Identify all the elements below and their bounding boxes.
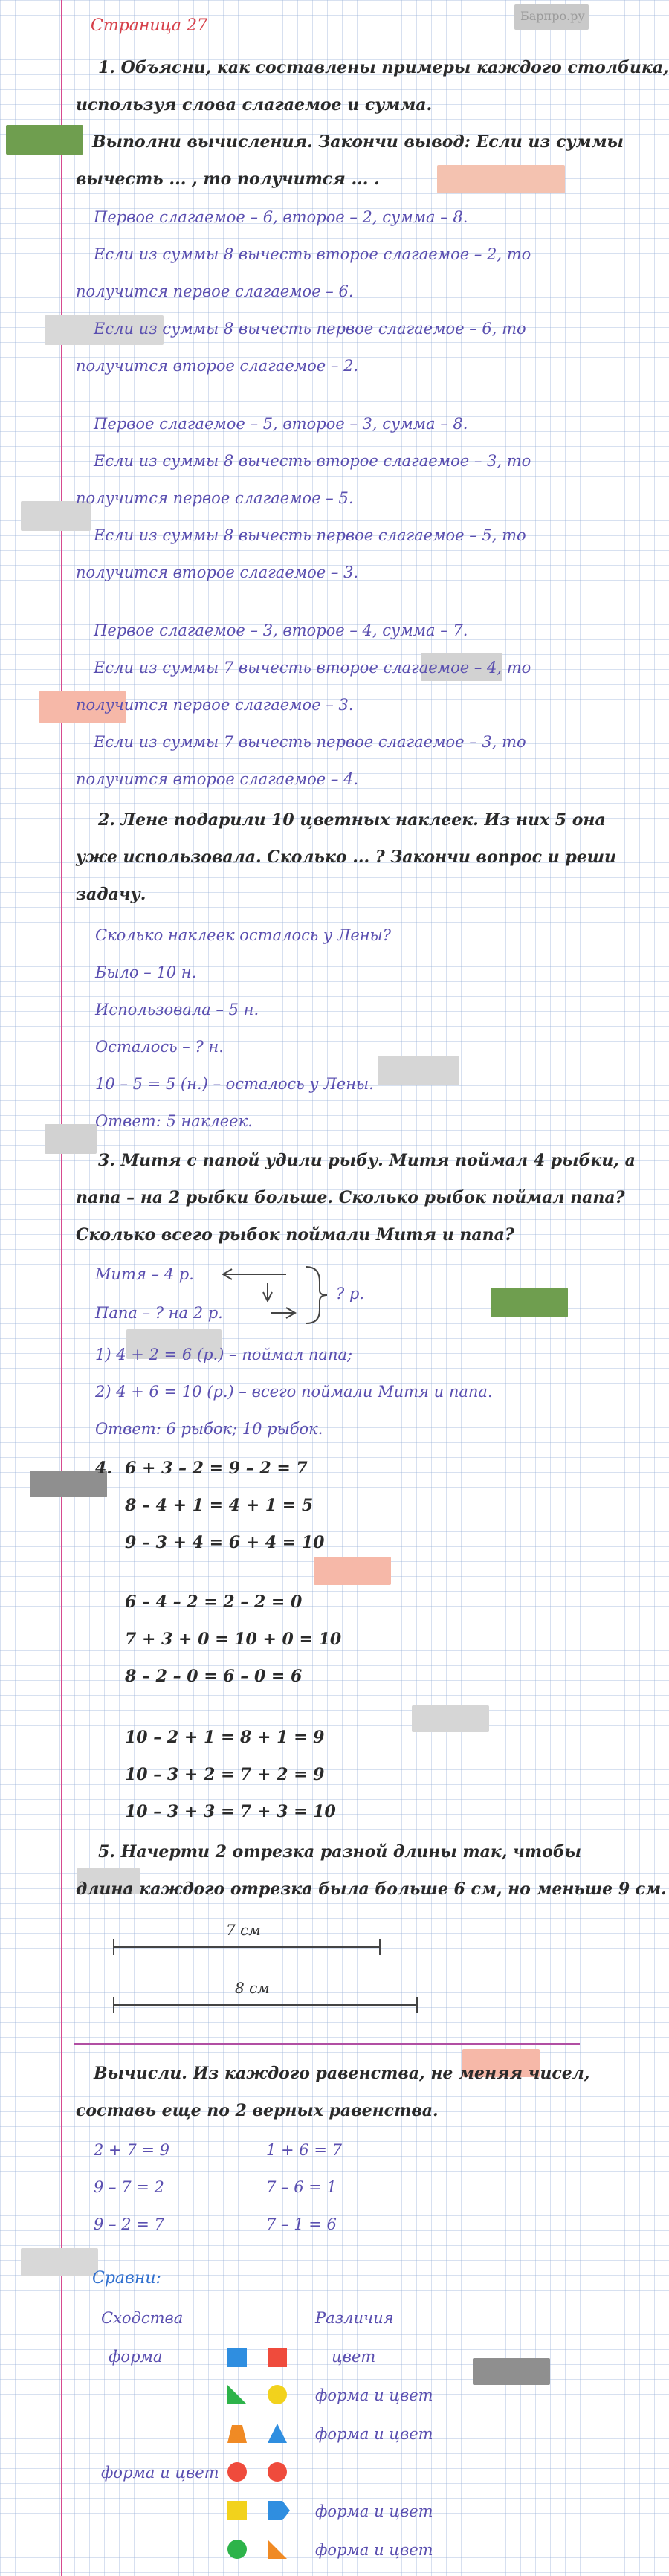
task1-answer-line: Если из суммы 7 вычесть первое слагаемое – 3, то xyxy=(94,733,526,751)
task4-expression: 10 – 2 + 1 = 8 + 1 = 9 xyxy=(125,1728,325,1747)
green-smudge xyxy=(6,125,83,155)
segment-line xyxy=(113,2004,418,2006)
task6-equation: 7 – 1 = 6 xyxy=(266,2215,337,2233)
orange-trapezoid-icon xyxy=(227,2424,247,2443)
gray-smudge xyxy=(21,2248,98,2276)
task1-line: вычесть ... , то получится ... . xyxy=(76,170,380,189)
compare-difference: форма и цвет xyxy=(315,2541,433,2559)
task4-expression: 6 – 4 – 2 = 2 – 2 = 0 xyxy=(125,1592,303,1612)
task1-answer-line: Если из суммы 8 вычесть второе слагаемое – 2, то xyxy=(94,245,531,263)
task4-expression: 9 – 3 + 4 = 6 + 4 = 10 xyxy=(125,1533,325,1552)
segment-tick xyxy=(113,1939,114,1955)
section-separator xyxy=(74,2043,580,2045)
task6-line: составь еще по 2 верных равенства. xyxy=(76,2101,439,2120)
task1-answer-line: Если из суммы 8 вычесть первое слагаемое – 6, то xyxy=(94,320,526,338)
segment-label: 8 см xyxy=(235,1979,270,1997)
task4-label: 4. xyxy=(95,1459,112,1478)
task6-line: Вычисли. Из каждого равенства, не меняя чисел, xyxy=(94,2064,590,2083)
task4-expression: 6 + 3 – 2 = 9 – 2 = 7 xyxy=(125,1459,308,1478)
task1-answer-line: Если из суммы 8 вычесть второе слагаемое – 3, то xyxy=(94,452,531,470)
segment-label: 7 см xyxy=(226,1921,261,1939)
task1-answer-line: получится второе слагаемое – 3. xyxy=(76,564,359,581)
red-circle-icon xyxy=(227,2462,247,2482)
task3-line: Сколько всего рыбок поймали Митя и папа? xyxy=(76,1225,514,1245)
scheme-papa-label: Папа – ? на 2 р. xyxy=(95,1304,223,1322)
task1-answer-line: Первое слагаемое – 3, второе – 4, сумма – 7. xyxy=(94,622,468,639)
gray-smudge xyxy=(412,1705,489,1732)
blue-triangle-icon xyxy=(268,2424,287,2443)
task1-answer-line: получится первое слагаемое – 6. xyxy=(76,283,354,300)
segment-tick xyxy=(113,1997,114,2013)
task4-expression: 10 – 3 + 3 = 7 + 3 = 10 xyxy=(125,1802,336,1821)
task1-line: используя слова слагаемое и сумма. xyxy=(76,95,433,114)
task4-expression: 7 + 3 + 0 = 10 + 0 = 10 xyxy=(125,1630,342,1649)
page-title: Страница 27 xyxy=(91,16,208,35)
task1-answer-line: Если из суммы 7 вычесть второе слагаемое – 4, то xyxy=(94,659,531,677)
compare-col-similarities: Сходства xyxy=(101,2309,184,2327)
task2-line: уже использовала. Сколько ... ? Закончи вопрос и реши xyxy=(76,848,617,867)
segment-tick xyxy=(416,1997,418,2013)
green-smudge xyxy=(491,1288,568,1317)
task4-expression: 8 – 2 – 0 = 6 – 0 = 6 xyxy=(125,1667,303,1686)
task2-answer-line: Осталось – ? н. xyxy=(95,1038,224,1056)
task6-equation: 9 – 2 = 7 xyxy=(94,2215,164,2233)
green-triangle-icon xyxy=(227,2385,247,2404)
scheme-brace xyxy=(306,1267,327,1323)
task1-answer-line: получится первое слагаемое – 3. xyxy=(76,696,354,714)
gray-smudge xyxy=(473,2358,550,2385)
pink-smudge xyxy=(314,1557,391,1585)
gray-smudge xyxy=(378,1056,459,1085)
task3-line: 3. Митя с папой удили рыбу. Митя поймал 4 рыбки, а xyxy=(98,1151,636,1170)
compare-difference: форма и цвет xyxy=(315,2386,433,2404)
task2-answer-line: Сколько наклеек осталось у Лены? xyxy=(95,926,391,944)
task1-answer-line: Первое слагаемое – 5, второе – 3, сумма – 8. xyxy=(94,415,468,433)
watermark-text: Барпро.ру xyxy=(520,9,585,23)
task4-expression: 8 – 4 + 1 = 4 + 1 = 5 xyxy=(125,1496,314,1515)
gray-smudge xyxy=(45,1124,97,1154)
task6-equation: 9 – 7 = 2 xyxy=(94,2178,164,2196)
red-square-icon xyxy=(268,2348,287,2367)
compare-title: Сравни: xyxy=(92,2269,161,2288)
task2-answer-line: 10 – 5 = 5 (н.) – осталось у Лены. xyxy=(95,1075,374,1093)
task1-answer-line: получится второе слагаемое – 4. xyxy=(76,770,359,788)
green-circle-icon xyxy=(227,2540,247,2559)
red-circle-icon xyxy=(268,2462,287,2482)
compare-col-differences: Различия xyxy=(315,2309,394,2327)
task1-line: 1. Объясни, как составлены примеры каждого столбика, xyxy=(98,58,669,77)
blue-square-icon xyxy=(227,2348,247,2367)
task2-line: 2. Лене подарили 10 цветных наклеек. Из них 5 она xyxy=(98,810,606,830)
task5-line: длина каждого отрезка была больше 6 см, но меньше 9 см. xyxy=(76,1879,667,1899)
task5-line: 5. Начерти 2 отрезка разной длины так, чтобы xyxy=(98,1842,582,1862)
task3-line: папа – на 2 рыбки больше. Сколько рыбок поймал папа? xyxy=(76,1188,625,1207)
yellow-square-icon xyxy=(227,2501,247,2520)
compare-difference: цвет xyxy=(332,2348,376,2366)
task2-answer-line: Ответ: 5 наклеек. xyxy=(95,1112,253,1130)
task2-answer-line: Использовала – 5 н. xyxy=(95,1001,259,1019)
task6-equation: 2 + 7 = 9 xyxy=(94,2141,169,2159)
task3-solution-line: 2) 4 + 6 = 10 (р.) – всего поймали Митя и папа. xyxy=(95,1383,493,1401)
task6-equation: 7 – 6 = 1 xyxy=(266,2178,337,2196)
scheme-diagram xyxy=(208,1256,342,1331)
task3-solution-line: 1) 4 + 2 = 6 (р.) – поймал папа; xyxy=(95,1346,353,1363)
task1-answer-line: Если из суммы 8 вычесть первое слагаемое – 5, то xyxy=(94,526,526,544)
task1-answer-line: Первое слагаемое – 6, второе – 2, сумма – 8. xyxy=(94,208,468,226)
task1-line: Выполни вычисления. Закончи вывод: Если из суммы xyxy=(92,132,624,152)
task1-answer-line: получится второе слагаемое – 2. xyxy=(76,357,359,375)
blue-pentagon-icon xyxy=(268,2501,287,2520)
compare-difference: форма и цвет xyxy=(315,2502,433,2520)
task2-line: задачу. xyxy=(76,885,146,904)
notebook-margin-line xyxy=(61,0,62,2576)
orange-triangle-icon xyxy=(268,2540,287,2559)
scheme-mitya-label: Митя – 4 р. xyxy=(95,1265,194,1283)
compare-similarity: форма xyxy=(109,2348,163,2366)
compare-similarity: форма и цвет xyxy=(101,2464,219,2482)
task1-answer-line: получится первое слагаемое – 5. xyxy=(76,489,354,507)
segment-tick xyxy=(379,1939,381,1955)
task3-solution-line: Ответ: 6 рыбок; 10 рыбок. xyxy=(95,1420,323,1438)
yellow-circle-icon xyxy=(268,2385,287,2404)
task2-answer-line: Было – 10 н. xyxy=(95,963,197,981)
task4-expression: 10 – 3 + 2 = 7 + 2 = 9 xyxy=(125,1765,325,1784)
compare-difference: форма и цвет xyxy=(315,2425,433,2443)
task6-equation: 1 + 6 = 7 xyxy=(266,2141,342,2159)
pink-smudge xyxy=(437,165,565,193)
scheme-total-label: ? р. xyxy=(336,1285,365,1302)
segment-line xyxy=(113,1946,381,1948)
